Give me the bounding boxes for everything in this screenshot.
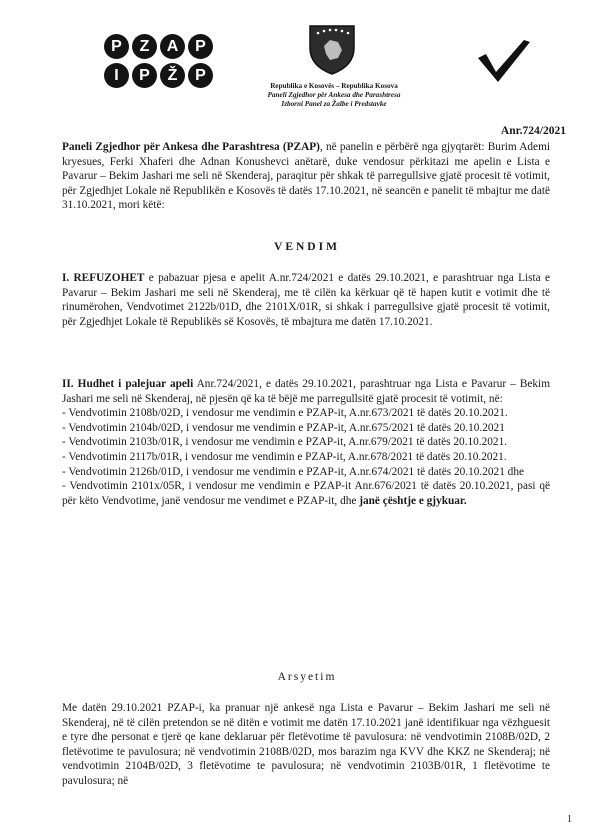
- reasoning-paragraph: Me datën 29.10.2021 PZAP-i, ka pranuar një ankesë nga Lista e Pavarur – Bekim Jashari me seli në Skenderaj, në të cilën pretendon se në ditën e votimit me datën 17.10.2021 janë identifikuar nga vëzhguesit e tyre dhe personat e tjerë qe kane deklaruar për fletëvotime të pavulosura: në vendvotimin 2108B/02D, 2 fletëvotime te pavulosura; në vendvotimin 2108B/02D, mos barazim nga KVV dhe KKZ ne Skenderaj; në vendvotimin 2104B/02D, 3 fletëvotime te pavulosura; në vendvotimin 2103B/01R, 1 fletëvotime te pavulosura; në: [62, 702, 550, 787]
- logo-letter: Z: [132, 34, 157, 59]
- logo-row-bottom: [104, 63, 216, 88]
- list-item: - Vendvotimin 2108b/02D, i vendosur me vendimin e PZAP-it, A.nr.673/2021 të datës 20.10.2021.: [62, 407, 508, 420]
- list-item-bold: janë çështje e gjykuar.: [359, 494, 467, 507]
- kosovo-emblem-icon: [302, 24, 362, 76]
- intro-paragraph: [62, 140, 550, 213]
- section-two: [62, 377, 550, 508]
- logo-letter: P: [188, 63, 213, 88]
- intro-lead: Paneli Zgjedhor për Ankesa dhe Parashtresa (PZAP): [62, 141, 320, 153]
- section-two-lead: II. Hudhet i palejuar apeli: [62, 378, 194, 390]
- logo-letter: Ž: [160, 63, 185, 88]
- section-one: [62, 271, 550, 329]
- logo-letter: P: [104, 34, 129, 59]
- page-number: 1: [567, 814, 572, 825]
- list-item: - Vendvotimin 2103b/01R, i vendosur me vendimin e PZAP-it, A.nr.679/2021 të datës 20.10.2021.: [62, 436, 508, 449]
- section-two-text: Anr.724/2021, e datës 29.10.2021, parashtruar nga Lista e Pavarur – Bekim Jashari me seli në Skenderaj, në pjesën që ka të bëjë me parregullsitë gjatë procesit të votimit, në:: [62, 378, 550, 405]
- list-item: - Vendvotimin 2101x/05R, i vendosur me vendimin e PZAP-it Anr.676/2021 të datës 20.10.2021, pasi që për këto Vendvotime, janë vendosur me vendimet e PZAP-it, dhe: [62, 480, 550, 507]
- section-one-text: e pabazuar pjesa e apelit A.nr.724/2021 e datës 29.10.2021, e parashtruar nga Lista e Pavarur – Bekim Jashari me seli në Skenderaj, me të cilën ka kërkuar që të hapen kutit e votimit dhe të rinumërohen, Vendvotimet 2122b/01D, dhe 2101X/01R, si shkak i parregullsive gjatë procesit të votimit, për Zgjedhjet Lokale të Republikës së Kosovës, të mbajtura me datën 17.10.2021.: [62, 272, 550, 328]
- institution-line: Paneli Zgjedhor për Ankesa dhe Parashtresa: [267, 91, 401, 99]
- list-item: - Vendvotimin 2104b/02D, i vendosur me vendimin e PZAP-it, A.nr.675/2021 të datës 20.10.2021: [62, 421, 505, 434]
- list-item: - Vendvotimin 2117b/01R, i vendosur me vendimin e PZAP-it, A.nr.678/2021 të datës 20.10.2021.: [62, 450, 507, 463]
- logo-letter: P: [132, 63, 157, 88]
- logo-letter: P: [188, 34, 213, 59]
- logo-letter: I: [104, 63, 129, 88]
- institution-line: Republika e Kosovës – Republika Kosova: [270, 82, 398, 90]
- decision-heading: VENDIM: [274, 241, 340, 253]
- list-item: - Vendvotimin 2126b/01D, i vendosur me vendimin e PZAP-it, A.nr.674/2021 të datës 20.10.2021 dhe: [62, 465, 524, 478]
- checkmark-icon: [476, 38, 532, 84]
- logo-letter: A: [160, 34, 185, 59]
- logo-row-top: [104, 34, 216, 59]
- institution-block: [234, 82, 434, 109]
- institution-line: Izborni Panel za Žalbe i Predstavke: [281, 100, 387, 108]
- section-one-lead: I. REFUZOHET: [62, 272, 145, 284]
- case-number: Anr.724/2021: [500, 125, 566, 137]
- pzap-logo: [104, 34, 216, 92]
- reasoning-heading: Arsyetim: [277, 671, 337, 683]
- intro-text: , në panelin e përbërë nga gjyqtarët: Burim Ademi kryesues, Ferki Xhaferi dhe Adnan Konushevci anëtarë, duke vendosur përkitazi me apelin e Lista e Pavarur – Bekim Jashari me seli në Skenderaj, paraqitur për shkak të parregullsive gjatë procesit të votimit, për Zgjedhjet Lokale në Republikën e Kosovës të datës 17.10.2021, në seancën e panelit të mbajtur me datë 31.10.2021, mori këtë:: [62, 141, 550, 212]
